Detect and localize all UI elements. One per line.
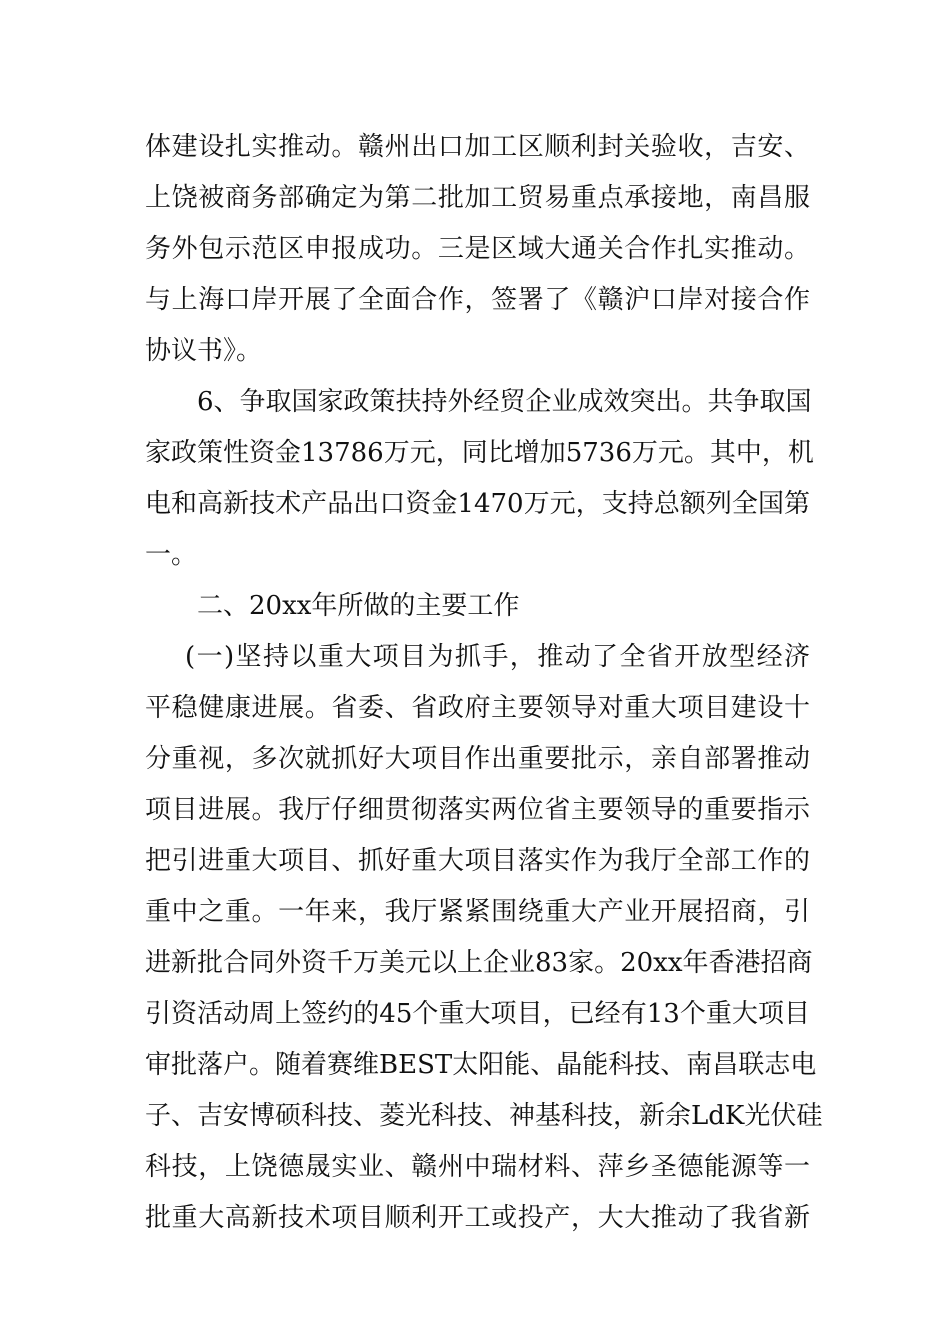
text-line: 子、吉安博硕科技、菱光科技、神基科技，新余LdK光伏硅 <box>145 1101 823 1131</box>
text-line: 审批落户。随着赛维BEST太阳能、晶能科技、南昌联志电 <box>145 1050 817 1080</box>
text-line: 批重大高新技术项目顺利开工或投产，大大推动了我省新 <box>145 1203 810 1233</box>
text-line: 务外包示范区申报成功。三是区域大通关合作扎实推动。 <box>145 234 810 264</box>
text-line: 与上海口岸开展了全面合作，签署了《赣沪口岸对接合作 <box>145 285 810 315</box>
text-line: 上饶被商务部确定为第二批加工贸易重点承接地，南昌服 <box>145 183 810 213</box>
text-line: 电和高新技术产品出口资金1470万元，支持总额列全国第 <box>145 489 810 519</box>
text-line: 进新批合同外资千万美元以上企业83家。20xx年香港招商 <box>145 948 813 978</box>
text-line: 分重视，多次就抓好大项目作出重要批示，亲自部署推动 <box>145 744 810 774</box>
section-heading: 二、20xx年所做的主要工作 <box>197 591 520 621</box>
paragraph-start-line: 6、争取国家政策扶持外经贸企业成效突出。共争取国 <box>197 387 812 417</box>
text-line: 协议书》。 <box>145 336 263 366</box>
text-line: 项目进展。我厅仔细贯彻落实两位省主要领导的重要指示 <box>145 795 810 825</box>
text-line: 科技，上饶德晟实业、赣州中瑞材料、萍乡圣德能源等一 <box>145 1152 810 1182</box>
text-line: 重中之重。一年来，我厅紧紧围绕重大产业开展招商，引 <box>145 897 810 927</box>
text-line: 把引进重大项目、抓好重大项目落实作为我厅全部工作的 <box>145 846 810 876</box>
text-line: 引资活动周上签约的45个重大项目，已经有13个重大项目 <box>145 999 810 1029</box>
text-line: 一。 <box>145 540 198 570</box>
text-line: 平稳健康进展。省委、省政府主要领导对重大项目建设十 <box>145 693 810 723</box>
text-line: 体建设扎实推动。赣州出口加工区顺利封关验收，吉安、 <box>145 132 810 162</box>
body-text <box>145 122 823 1244</box>
text-line: 家政策性资金13786万元，同比增加5736万元。其中，机 <box>145 438 814 468</box>
paragraph-start-line: (一)坚持以重大项目为抓手，推动了全省开放型经济 <box>185 642 810 672</box>
